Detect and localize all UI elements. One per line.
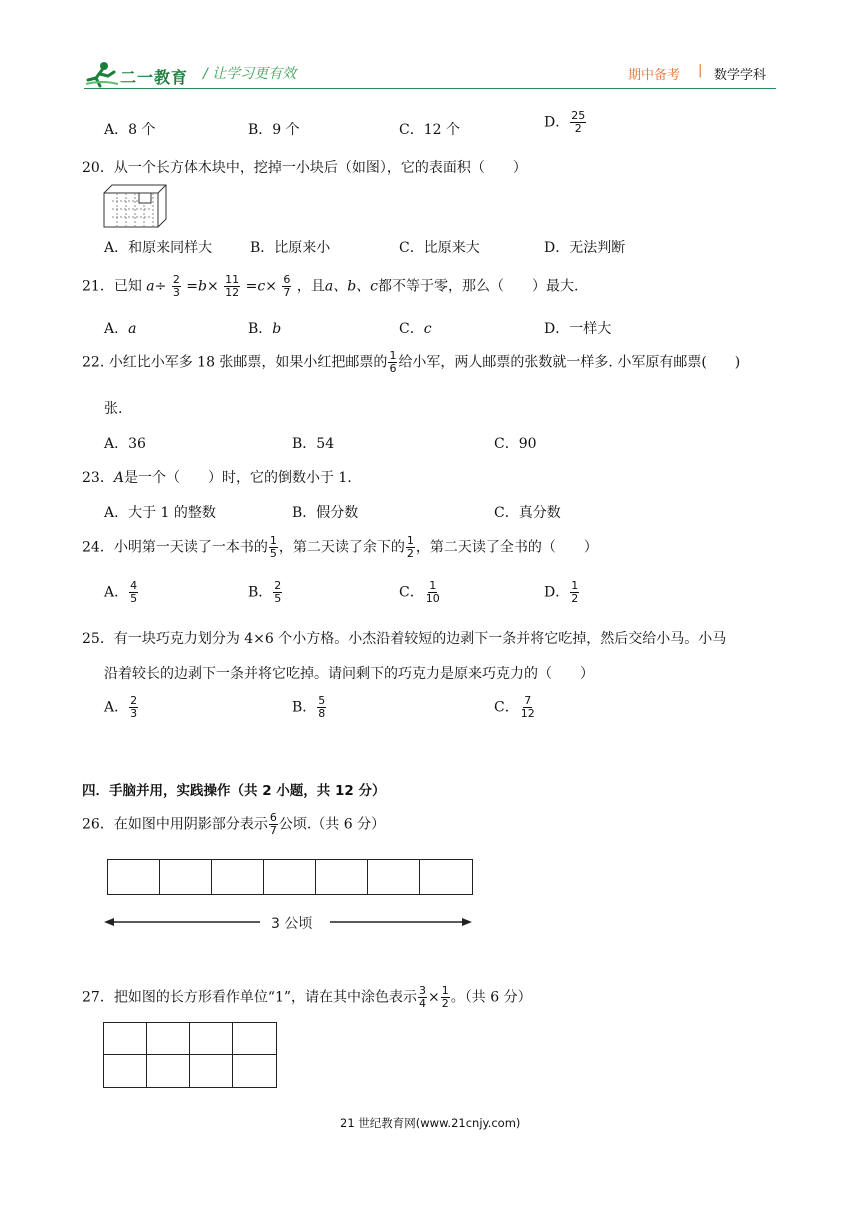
option-c: C．真分数	[494, 505, 561, 521]
grid-cell[interactable]	[104, 1023, 147, 1055]
grid-cell[interactable]	[233, 1055, 276, 1087]
option-b: B．比原来小	[250, 240, 331, 256]
question-stem: 24．小明第一天读了一本书的 $\frac{1}{5}$ ，第二天读了余下的 $\frac{1}{2}$ ，第二天读了全书的（ ）	[82, 534, 598, 560]
cuboid-figure	[103, 184, 169, 230]
footer-text: 21 世纪教育网(www.21cnjy.com)	[340, 1116, 521, 1130]
question-stem-continued: 张.	[104, 401, 123, 417]
option-a: A．大于 1 的整数	[104, 505, 216, 521]
grid-cell[interactable]	[108, 860, 160, 894]
grid-cell[interactable]	[147, 1055, 190, 1087]
grid-cell[interactable]	[264, 860, 316, 894]
question-stem: 23．A是一个（ ）时，它的倒数小于 1.	[82, 470, 352, 486]
grid-cell[interactable]	[147, 1023, 190, 1055]
option-c: C．12 个	[399, 122, 460, 138]
question-stem-continued: 沿着较长的边剥下一条并将它吃掉。请问剩下的巧克力是原来巧克力的（ ）	[104, 666, 594, 682]
question-stem: 25．有一块巧克力划分为 4×6 个小方格。小杰沿着较短的边剥下一条并将它吃掉，然后交给小马。小马	[82, 631, 727, 647]
option-c: C．比原来大	[399, 240, 480, 256]
slogan: / 让学习更有效	[203, 66, 297, 82]
option-a: A． $\frac{4}{5}$	[104, 579, 138, 605]
option-d: D． $\frac{25}{2}$	[544, 109, 586, 135]
question-stem: 20．从一个长方体木块中，挖掉一小块后（如图），它的表面积（ ）	[82, 160, 527, 176]
header-separator: |	[698, 63, 703, 78]
option-c: C． $\frac{7}{12}$	[494, 694, 535, 720]
option-c: C．c	[399, 321, 432, 337]
grid-cell[interactable]	[316, 860, 368, 894]
header-exam-label: 期中备考	[628, 68, 681, 83]
option-b: B．b	[248, 321, 282, 337]
option-c: C． $\frac{1}{10}$	[399, 579, 440, 605]
option-d: D． $\frac{1}{2}$	[544, 579, 579, 605]
option-b: B．9 个	[248, 122, 300, 138]
grid-cell[interactable]	[104, 1055, 147, 1087]
unit-rectangle-grid[interactable]	[103, 1022, 277, 1088]
option-c: C．90	[494, 436, 537, 452]
grid-cell[interactable]	[212, 860, 264, 894]
grid-cell[interactable]	[190, 1023, 233, 1055]
option-b: B．假分数	[292, 505, 359, 521]
option-a: A． $\frac{2}{3}$	[104, 694, 138, 720]
option-a: A．36	[104, 436, 146, 452]
grid-cell[interactable]	[160, 860, 212, 894]
option-d: D．一样大	[544, 321, 612, 337]
grid-cell[interactable]	[368, 860, 420, 894]
grid-cell[interactable]	[233, 1023, 276, 1055]
hectare-grid[interactable]	[107, 859, 473, 895]
runner-logo-icon	[84, 60, 120, 88]
option-a: A．8 个	[104, 122, 156, 138]
question-stem: 27．把如图的长方形看作单位“1”，请在其中涂色表示 $\frac{3}{4}$ × $\frac{1}{2}$ 。（共 6 分）	[82, 984, 532, 1010]
option-d: D．无法判断	[544, 240, 626, 256]
option-b: B． $\frac{2}{5}$	[248, 579, 282, 605]
option-a: A．a	[104, 321, 137, 337]
question-stem: 22. 小红比小军多 18 张邮票，如果小红把邮票的 $\frac{1}{6}$ 给小军，两人邮票的张数就一样多. 小军原有邮票( )	[82, 349, 741, 375]
question-stem: 26．在如图中用阴影部分表示 $\frac{6}{7}$ 公顷.（共 6 分）	[82, 811, 386, 837]
arrow-label: 3 公顷	[271, 916, 313, 932]
option-b: B．54	[292, 436, 335, 452]
logo-text: 二一教育	[120, 68, 189, 87]
header-divider	[84, 88, 776, 89]
grid-cell[interactable]	[190, 1055, 233, 1087]
option-a: A．和原来同样大	[104, 240, 213, 256]
option-b: B． $\frac{5}{8}$	[292, 694, 326, 720]
header-subject: 数学学科	[714, 68, 767, 83]
grid-cell[interactable]	[420, 860, 472, 894]
section-title: 四．手脑并用，实践操作（共 2 小题，共 12 分）	[82, 783, 386, 799]
question-stem: 21．已知 a÷ $\frac{2}{3}$ =b× $\frac{11}{12}$ =c× $\frac{6}{7}$ ，且a、b、c都不等于零，那么（ ）最大.	[82, 273, 579, 299]
